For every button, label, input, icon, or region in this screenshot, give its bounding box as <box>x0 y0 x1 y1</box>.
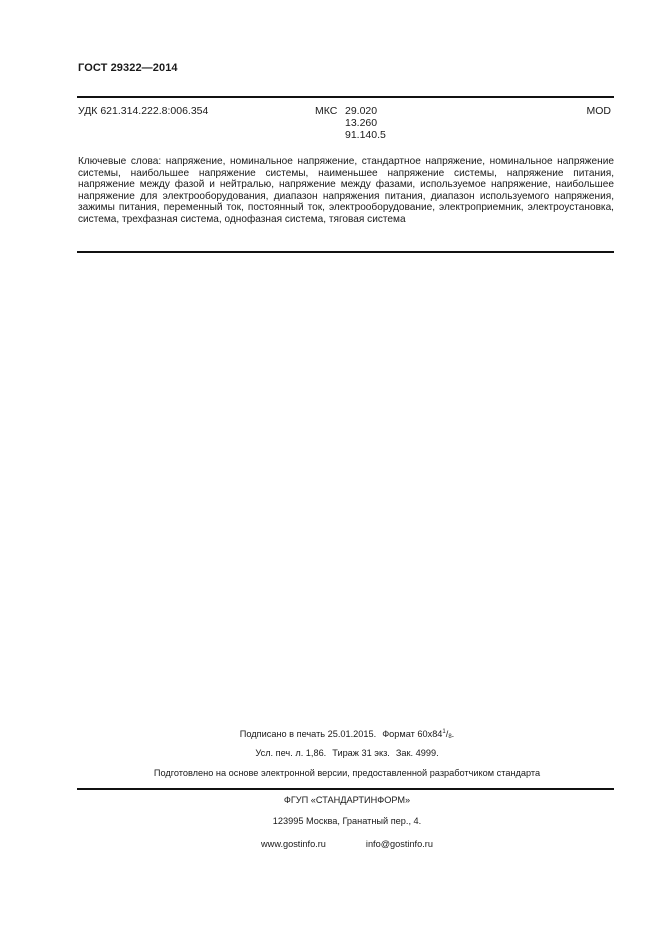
format-denominator: 8 <box>448 734 452 740</box>
publisher-name: ФГУП «СТАНДАРТИНФОРМ» <box>283 795 411 805</box>
mks-code: 13.260 <box>345 117 378 129</box>
mks-code: 91.140.5 <box>345 129 386 141</box>
mks-code: 29.020 <box>345 105 378 117</box>
prepared-note: Подготовлено на основе электронной версии, предоставленной разработчиком стандарта <box>153 768 541 778</box>
format-label: Формат 60x84 <box>382 729 443 739</box>
keywords-paragraph: Ключевые слова: напряжение, номинальное напряжение, стандартное напряжение, номинальное напряжение системы, наибольшее напряжение системы, наименьшее напряжение системы, напряжение питания, напряжение между фазой и нейтралью, напряжение между фазами, используемое напряжение, наибольшее напряжение для электрооборудования, диапазон напряжения питания, диапазон используемого напряжения, зажимы питания, переменный ток, постоянный ток, электрооборудование, электроприемник, электроустановка, система, трехфазная система, однофазная система, тяговая система <box>78 156 614 225</box>
signed-line: Подписано в печать 25.01.2015. Формат $60x84^1/_8$. <box>239 729 455 740</box>
keywords-divider <box>77 251 614 253</box>
email-link[interactable]: info@gostinfo.ru <box>365 839 433 849</box>
printed-sheets: Усл. печ. л. 1,86. <box>255 748 327 758</box>
publisher-address: 123995 Москва, Гранатный пер., 4. <box>272 816 422 826</box>
imprint-divider <box>77 788 614 790</box>
print-details-line <box>77 748 617 758</box>
website-link[interactable]: www.gostinfo.ru <box>261 839 326 849</box>
udc-code: УДК 621.314.222.8:006.354 <box>78 105 209 117</box>
signed-date: Подписано в печать 25.01.2015. <box>239 729 377 739</box>
circulation: Тираж 31 экз. <box>332 748 390 758</box>
format-numerator: 1 <box>442 729 446 735</box>
classification-row <box>78 105 614 145</box>
standard-header: ГОСТ 29322—2014 <box>78 62 178 74</box>
order-number: Зак. 4999. <box>395 748 439 758</box>
top-divider <box>77 96 614 98</box>
mks-codes <box>345 105 386 141</box>
mod-marker: MOD <box>586 105 611 117</box>
format-end: . <box>451 729 455 739</box>
mks-label: МКС <box>315 105 338 117</box>
contact-line <box>77 839 617 849</box>
